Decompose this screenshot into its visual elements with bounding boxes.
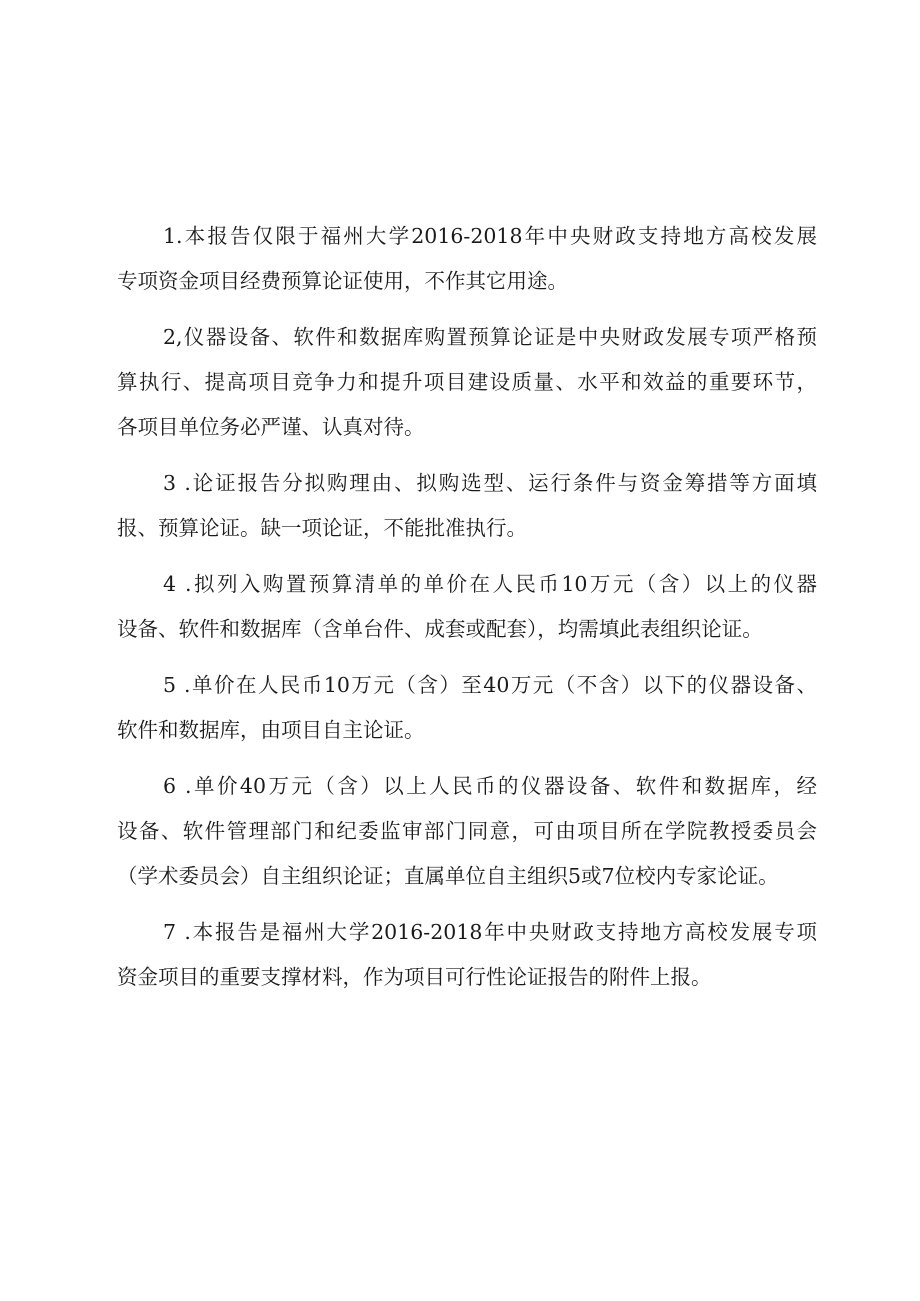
note-6: [117, 764, 817, 899]
note-4: [117, 562, 817, 652]
note-line: 5 .单价在人民币10万元（含）至40万元（不含）以下的仪器设备、: [163, 673, 817, 697]
note-line: 资金项目的重要支撑材料，作为项目可行性论证报告的附件上报。: [117, 965, 712, 989]
note-line: 4 .拟列入购置预算清单的单价在人民币10万元（含）以上的仪器: [163, 572, 817, 596]
note-line: 3 .论证报告分拟购理由、拟购选型、运行条件与资金筹措等方面填: [163, 471, 817, 495]
note-line: 设备、软件管理部门和纪委监审部门同意，可由项目所在学院教授委员会: [117, 819, 817, 843]
note-line: 2,仪器设备、软件和数据库购置预算论证是中央财政发展专项严格预: [163, 325, 817, 349]
note-line: （学术委员会）自主组织论证；直属单位自主组织5或7位校内专家论证。: [117, 864, 779, 888]
note-line: 软件和数据库，由项目自主论证。: [117, 718, 425, 742]
note-3: [117, 461, 817, 551]
note-line: 1.本报告仅限于福州大学2016-2018年中央财政支持地方高校发展: [163, 224, 817, 248]
note-line: 各项目单位务必严谨、认真对待。: [117, 415, 425, 439]
note-1: [117, 214, 817, 304]
note-5: [117, 663, 817, 753]
note-2: [117, 315, 817, 450]
note-line: 6 .单价40万元（含）以上人民币的仪器设备、软件和数据库，经: [163, 774, 817, 798]
document-page: [117, 214, 817, 1011]
note-line: 专项资金项目经费预算论证使用，不作其它用途。: [117, 269, 568, 293]
note-7: [117, 910, 817, 1000]
note-line: 报、预算论证。缺一项论证，不能批准执行。: [117, 516, 527, 540]
note-line: 算执行、提高项目竞争力和提升项目建设质量、水平和效益的重要环节，: [117, 370, 817, 394]
note-line: 7 .本报告是福州大学2016-2018年中央财政支持地方高校发展专项: [163, 920, 817, 944]
note-line: 设备、软件和数据库（含单台件、成套或配套），均需填此表组织论证。: [117, 617, 763, 641]
